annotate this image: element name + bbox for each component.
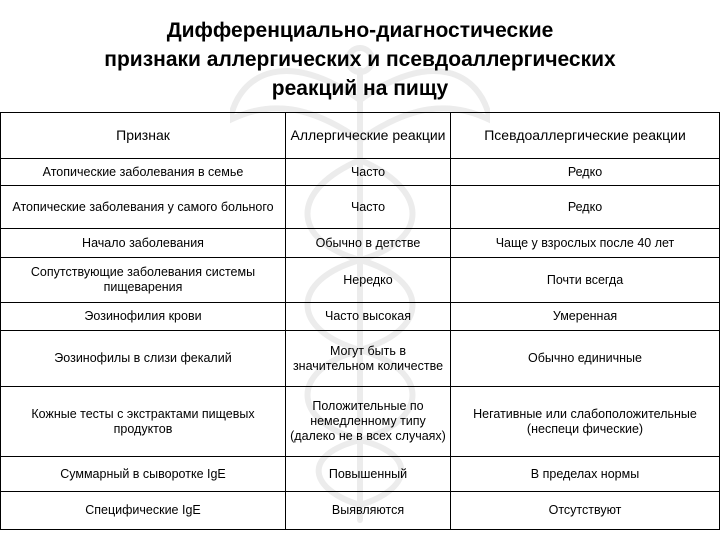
table-cell: Нередко <box>286 258 451 303</box>
table-cell: Повышенный <box>286 457 451 492</box>
table-cell: Атопические заболевания у самого больного <box>1 186 286 229</box>
table-cell: Часто <box>286 186 451 229</box>
table-cell: Положительные по немедленному типу (далеко не в всех случаях) <box>286 387 451 457</box>
table-row <box>1 457 720 492</box>
table-cell: Сопутствующие заболевания системы пищеварения <box>1 258 286 303</box>
header-cell: Аллергические реакции <box>286 113 451 159</box>
table-cell: В пределах нормы <box>451 457 720 492</box>
table-cell: Начало заболевания <box>1 229 286 258</box>
header-cell: Признак <box>1 113 286 159</box>
table-cell: Редко <box>451 186 720 229</box>
table-header-row <box>1 113 720 159</box>
page-title <box>0 16 720 103</box>
comparison-table <box>0 112 720 530</box>
table-cell: Обычно единичные <box>451 331 720 387</box>
table-cell: Специфические IgE <box>1 492 286 530</box>
table-cell: Выявляются <box>286 492 451 530</box>
table-row <box>1 387 720 457</box>
table-cell: Атопические заболевания в семье <box>1 159 286 186</box>
table-cell: Часто <box>286 159 451 186</box>
table-row <box>1 331 720 387</box>
table-row <box>1 186 720 229</box>
table-cell: Кожные тесты с экстрактами пищевых продуктов <box>1 387 286 457</box>
table-cell: Эозинофилы в слизи фекалий <box>1 331 286 387</box>
table-cell: Редко <box>451 159 720 186</box>
table-cell: Отсутствуют <box>451 492 720 530</box>
table-row <box>1 258 720 303</box>
table-row <box>1 492 720 530</box>
title-line-1: Дифференциально-диагностические <box>166 19 554 42</box>
table-cell: Почти всегда <box>451 258 720 303</box>
table-cell: Суммарный в сыворотке IgE <box>1 457 286 492</box>
title-line-2: признаки аллергических и псевдоаллергических <box>104 48 616 71</box>
table-cell: Чаще у взрослых после 40 лет <box>451 229 720 258</box>
header-cell: Псевдоаллергические реакции <box>451 113 720 159</box>
table-cell: Могут быть в значительном количестве <box>286 331 451 387</box>
table-cell: Обычно в детстве <box>286 229 451 258</box>
table-cell: Умеренная <box>451 303 720 331</box>
title-line-3: реакций на пищу <box>271 77 449 100</box>
table-row <box>1 303 720 331</box>
table-row <box>1 159 720 186</box>
table-cell: Эозинофилия крови <box>1 303 286 331</box>
table-cell: Негативные или слабоположительные (неспеци фические) <box>451 387 720 457</box>
table-row <box>1 229 720 258</box>
table-cell: Часто высокая <box>286 303 451 331</box>
